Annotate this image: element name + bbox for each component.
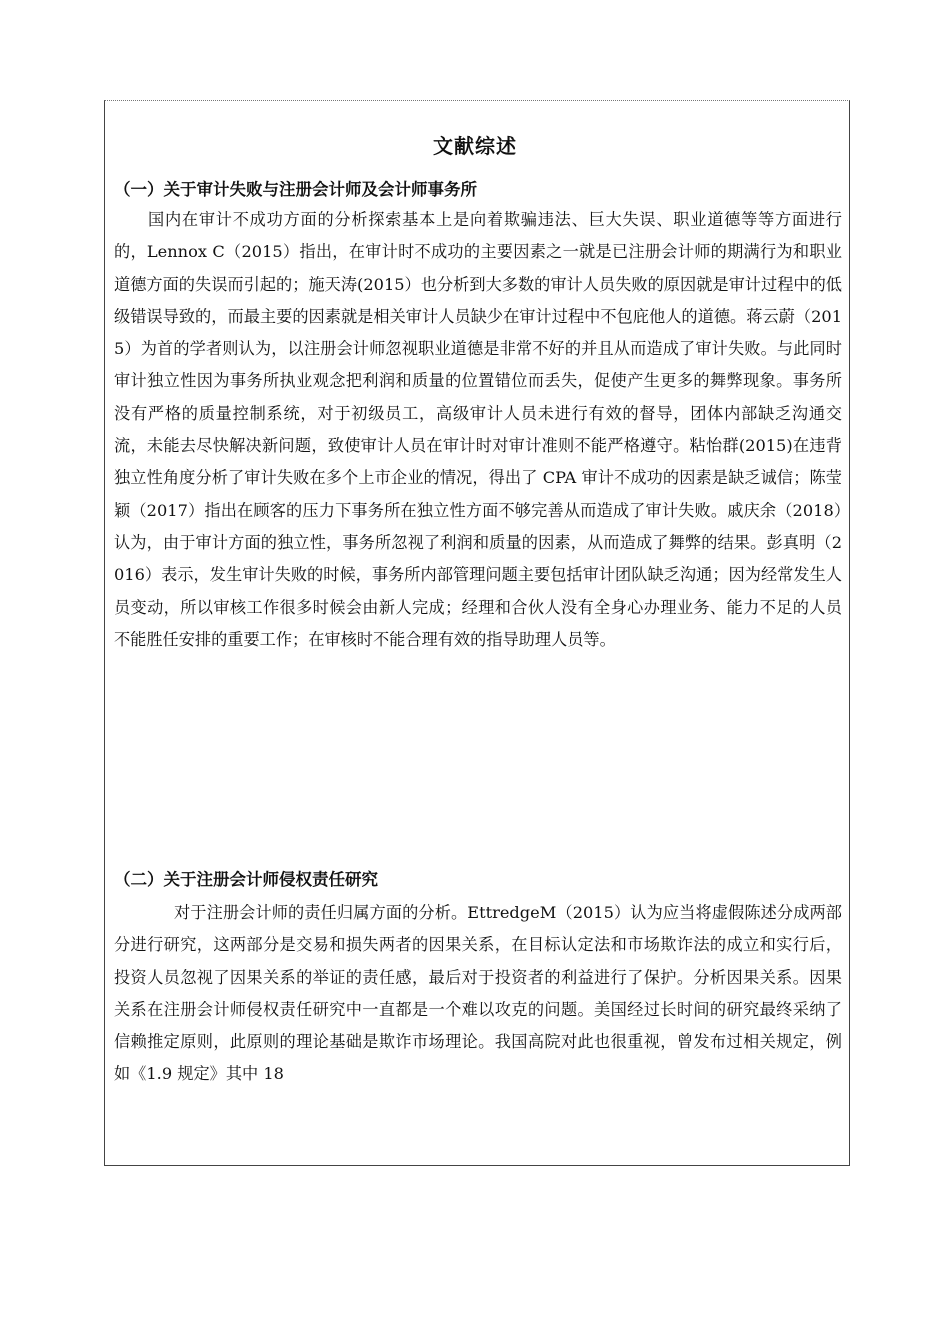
section-heading-2: （二）关于注册会计师侵权责任研究 [114, 870, 378, 889]
section-paragraph-2: 对于注册会计师的责任归属方面的分析。EttredgeM（2015）认为应当将虚假陈述分成两部分进行研究，这两部分是交易和损失两者的因果关系，在目标认定法和市场欺诈法的成立和实行后，投资人员忽视了因果关系的举证的责任感，最后对于投资者的利益进行了保护。分析因果关系。因果关系在注册会计师侵权责任研究中一直都是一个难以攻克的问题。美国经过长时间的研究最终采纳了信赖推定原则，此原则的理论基础是欺诈市场理论。我国高院对此也很重视，曾发布过相关规定，例如《1.9 规定》其中 18 [114, 903, 842, 1084]
section-paragraph-1: 国内在审计不成功方面的分析探索基本上是向着欺骗违法、巨大失误、职业道德等等方面进行的，Lennox C（2015）指出，在审计时不成功的主要因素之一就是已注册会计师的期满行为和职业道德方面的失误而引起的；施天涛(2015）也分析到大多数的审计人员失败的原因就是审计过程中的低级错误导致的，而最主要的因素就是相关审计人员缺少在审计过程中不包庇他人的道德。蒋云蔚（2015）为首的学者则认为，以注册会计师忽视职业道德是非常不好的并且从而造成了审计失败。与此同时审计独立性因为事务所执业观念把利润和质量的位置错位而丢失，促使产生更多的舞弊现象。事务所没有严格的质量控制系统，对于初级员工，高级审计人员未进行有效的督导，团体内部缺乏沟通交流，未能去尽快解决新问题，致使审计人员在审计时对审计准则不能严格遵守。粘怡群(2015)在违背独立性角度分析了审计失败在多个上市企业的情况，得出了 CPA 审计不成功的因素是缺乏诚信；陈莹颖（2017）指出在顾客的压力下事务所在独立性方面不够完善从而造成了审计失败。戚庆余（2018）认为，由于审计方面的独立性，事务所忽视了利润和质量的因素，从而造成了舞弊的结果。彭真明（2016）表示，发生审计失败的时候，事务所内部管理问题主要包括审计团队缺乏沟通；因为经常发生人员变动，所以审核工作很多时候会由新人完成；经理和合伙人没有全身心办理业务、能力不足的人员不能胜任安排的重要工作；在审核时不能合理有效的指导助理人员等。 [114, 210, 842, 649]
section-heading-1: （一）关于审计失败与注册会计师及会计师事务所 [114, 180, 477, 199]
document-title: 文献综述 [433, 134, 517, 158]
